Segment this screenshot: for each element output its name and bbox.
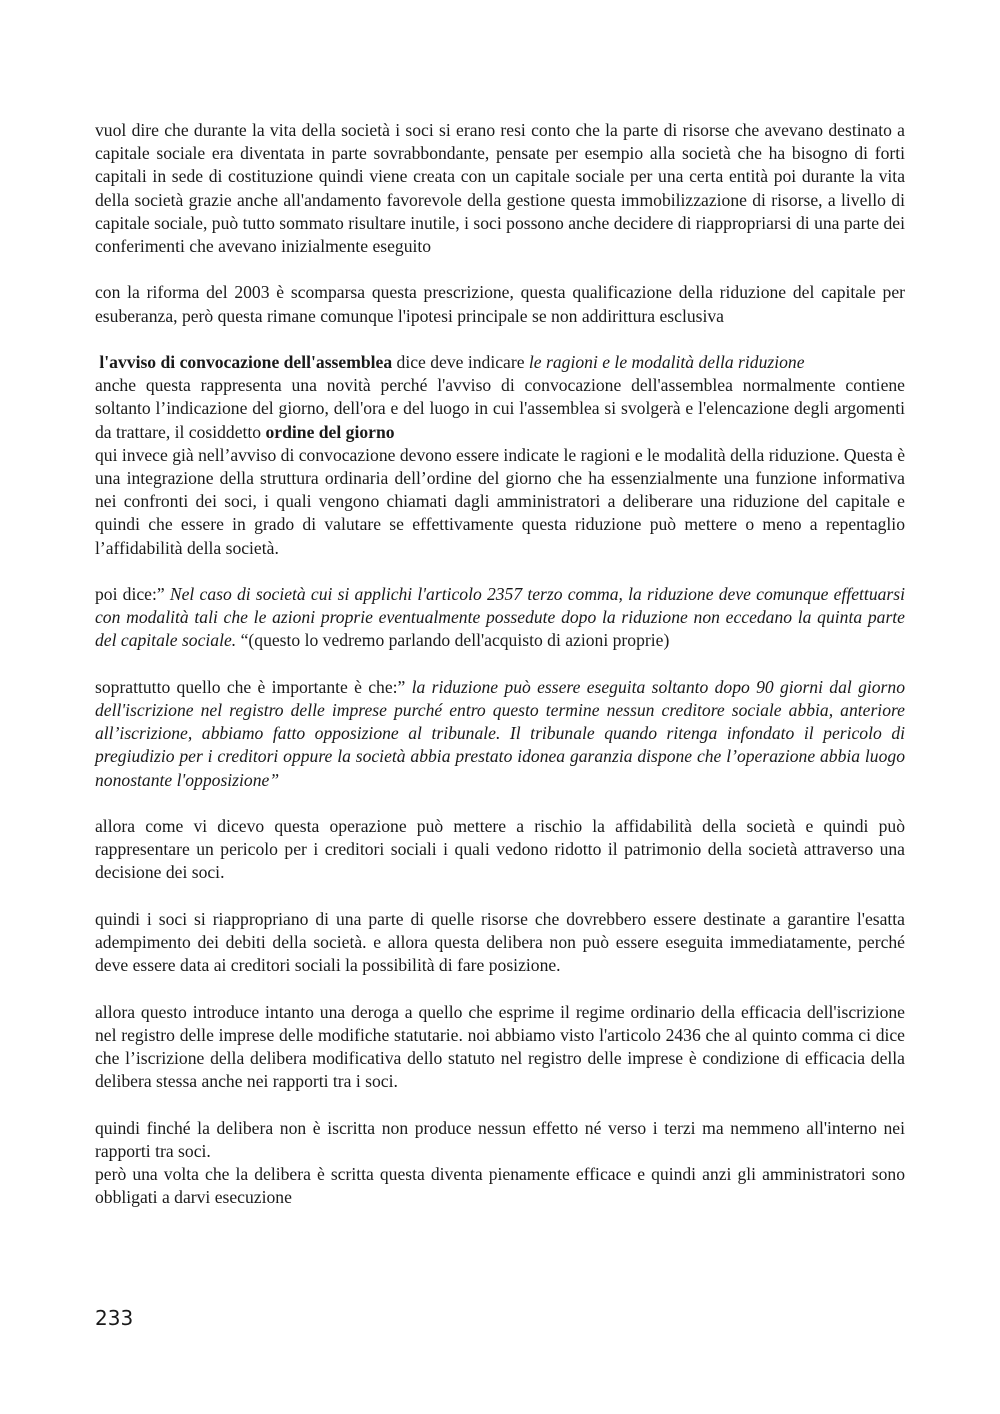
paragraph-11: quindi finché la delibera non è iscritta non produce nessun effetto né verso i terzi ma nemmeno all'interno nei rapporti tra soci. xyxy=(95,1117,905,1161)
bold-term-avviso: l'avviso di convocazione dell'assemblea xyxy=(99,352,393,372)
paragraph-12: però una volta che la delibera è scritta questa diventa pienamente efficace e quindi anzi gli amministratori sono obbligati a darvi esecuzione xyxy=(95,1164,905,1208)
paragraph-7-intro: soprattutto quello che è importante è che:” xyxy=(95,676,412,697)
paragraph-4 xyxy=(95,374,905,444)
bold-term-ordine: ordine del giorno xyxy=(265,421,395,442)
italic-quote-90-giorni: la riduzione può essere eseguita soltanto dopo 90 giorni dal giorno dell'iscrizione nel registro delle imprese purché entro questo termine nessun creditore sociale abbia, anteriore all’iscrizione, abbiamo fatto opposizione al tribunale. Il tribunale quando ritenga infondato il pericolo di pregiudizio per i creditori oppure la società abbia prestato idonea garanzia dispone che l’operazione abbia luogo nonostante l'opposizione” xyxy=(95,676,905,790)
document-body xyxy=(95,119,905,1209)
page-number: 233 xyxy=(95,1306,134,1330)
paragraph-4-text: anche questa rappresenta una novità perché l'avviso di convocazione dell'assemblea normalmente contiene soltanto l’indicazione del giorno, dell'ora e del luogo in cui l'assemblea si svolgerà e l'elencazione degli argomenti da trattare, il cosiddetto xyxy=(95,375,905,442)
paragraph-3-text: dice deve indicare xyxy=(392,352,529,372)
paragraph-6-outro: “(questo lo vedremo parlando dell'acquisto di azioni proprie) xyxy=(236,630,670,651)
italic-quote-ragioni: le ragioni e le modalità della riduzione xyxy=(528,352,805,372)
paragraph-9: quindi i soci si riappropriano di una parte di quelle risorse che dovrebbero essere destinate a garantire l'esatta adempimento dei debiti della società. e allora questa delibera non può essere eseguita immediatamente, perché deve essere data ai creditori sociali la possibilità di fare posizione. xyxy=(95,908,905,976)
paragraph-10: allora questo introduce intanto una deroga a quello che esprime il regime ordinario della efficacia dell'iscrizione nel registro delle imprese delle modifiche statutarie. noi abbiamo visto l'articolo 2436 che al quinto comma ci dice che l’iscrizione della delibera modificativa dello statuto nel registro delle imprese è condizione di efficacia della delibera stessa anche nei rapporti tra i soci. xyxy=(95,1001,905,1092)
paragraph-2: con la riforma del 2003 è scomparsa questa prescrizione, questa qualificazione della riduzione del capitale per esuberanza, però questa rimane comunque l'ipotesi principale se non addirittura esclusiva xyxy=(95,282,905,326)
paragraph-5: qui invece già nell’avviso di convocazione devono essere indicate le ragioni e le modalità della riduzione. Questa è una integrazione della struttura ordinaria dell’ordine del giorno che ha essenzialmente una funzione informativa nei confronti dei soci, i quali vengono chiamati dagli amministratori a deliberare una riduzione del capitale e quindi che essere in grado di valutare se effettivamente questa riduzione può mettere o meno a repentaglio l’affidabilità della società. xyxy=(95,444,905,558)
paragraph-8: allora come vi dicevo questa operazione può mettere a rischio la affidabilità della società e quindi può rappresentare un pericolo per i creditori sociali i quali vedono ridotto il patrimonio della società attraverso una decisione dei soci. xyxy=(95,816,905,883)
italic-quote-2357: Nel caso di società cui si applichi l'articolo 2357 terzo comma, la riduzione deve comunque effettuarsi con modalità tali che le azioni proprie eventualmente possedute dopo la riduzione non eccedano la quinta parte del capitale sociale. xyxy=(95,584,905,651)
paragraph-6 xyxy=(95,583,905,653)
paragraph-7 xyxy=(95,676,905,792)
paragraph-3 xyxy=(95,351,905,374)
paragraph-6-intro: poi dice:” xyxy=(95,584,170,605)
paragraph-1: vuol dire che durante la vita della società i soci si erano resi conto che la parte di risorse che avevano destinato a capitale sociale era diventata in parte sovrabbondante, pensate per esempio alla società che ha bisogno di forti capitali in sede di costituzione quindi viene creata con un capitale sociale per una certa entità poi durante la vita della società grazie anche all'andamento favorevole della gestione questa immobilizzazione di risorse, a livello di capitale sociale, può tutto sommato risultare inutile, i soci possono anche decidere di riappropriarsi di una parte dei conferimenti che avevano inizialmente eseguito xyxy=(95,120,905,257)
